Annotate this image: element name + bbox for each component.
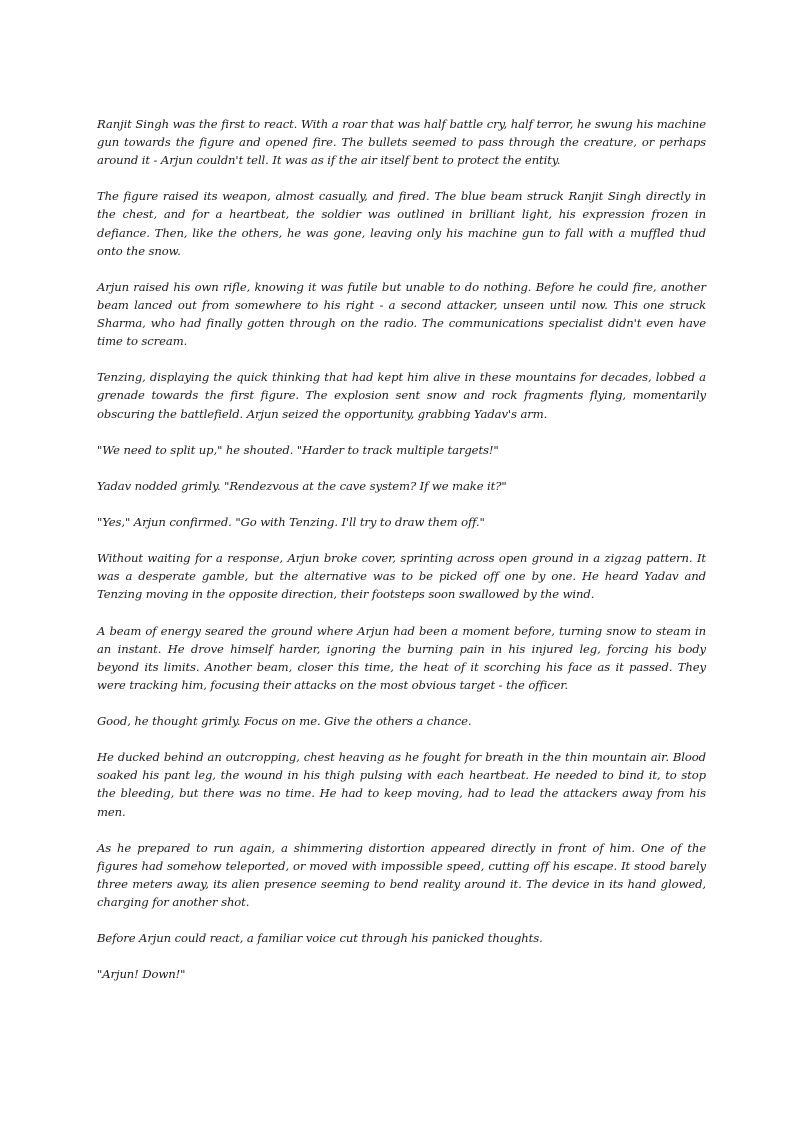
document-page [97, 115, 706, 1002]
paragraph: He ducked behind an outcropping, chest heaving as he fought for breath in the thin mountain air. Blood soaked his pant leg, the wound in his thigh pulsing with each heartbeat. He needed to bind it, to stop the bleeding, but there was no time. He had to keep moving, had to lead the attackers away from his men. [97, 750, 706, 819]
paragraph: "We need to split up," he shouted. "Harder to track multiple targets!" [97, 442, 499, 457]
paragraph: A beam of energy seared the ground where Arjun had been a moment before, turning snow to steam in an instant. He drove himself harder, ignoring the burning pain in his injured leg, forcing his body beyond its limits. Another beam, closer this time, the heat of it scorching his face as it passed. They were tracking him, focusing their attacks on the most obvious target - the officer. [97, 623, 706, 692]
paragraph: Good, he thought grimly. Focus on me. Give the others a chance. [97, 714, 472, 729]
paragraph: Before Arjun could react, a familiar voice cut through his panicked thoughts. [97, 931, 543, 946]
paragraph: Arjun raised his own rifle, knowing it was futile but unable to do nothing. Before he could fire, another beam lanced out from somewhere to his right - a second attacker, unseen until now. This one struck Sharma, who had finally gotten through on the radio. The communications specialist didn't even have time to scream. [97, 279, 706, 349]
paragraph: Tenzing, displaying the quick thinking that had kept him alive in these mountains for decades, lobbed a grenade towards the first figure. The explosion sent snow and rock fragments flying, momentarily obscuring the battlefield. Arjun seized the opportunity, grabbing Yadav's arm. [97, 370, 706, 421]
paragraph: The figure raised its weapon, almost casually, and fired. The blue beam struck Ranjit Singh directly in the chest, and for a heartbeat, the soldier was outlined in brilliant light, his expression frozen in defiance. Then, like the others, he was gone, leaving only his machine gun to fall with a muffled thud onto the snow. [97, 189, 706, 258]
paragraph: As he prepared to run again, a shimmering distortion appeared directly in front of him. One of the figures had somehow teleported, or moved with impossible speed, cutting off his escape. It stood barely three meters away, its alien presence seeming to bend reality around it. The device in its hand glowed, charging for another shot. [97, 840, 706, 910]
paragraph: Without waiting for a response, Arjun broke cover, sprinting across open ground in a zigzag pattern. It was a desperate gamble, but the alternative was to be picked off one by one. He heard Yadav and Tenzing moving in the opposite direction, their footsteps soon swallowed by the wind. [97, 551, 706, 602]
paragraph: "Arjun! Down!" [97, 967, 186, 982]
paragraph: Ranjit Singh was the first to react. With a roar that was half battle cry, half terror, he swung his machine gun towards the figure and opened fire. The bullets seemed to pass through the creature, or perhaps around it - Arjun couldn't tell. It was as if the air itself bent to protect the entity. [97, 117, 706, 168]
paragraph: Yadav nodded grimly. "Rendezvous at the cave system? If we make it?" [97, 478, 507, 493]
paragraph: "Yes," Arjun confirmed. "Go with Tenzing. I'll try to draw them off." [97, 515, 485, 530]
